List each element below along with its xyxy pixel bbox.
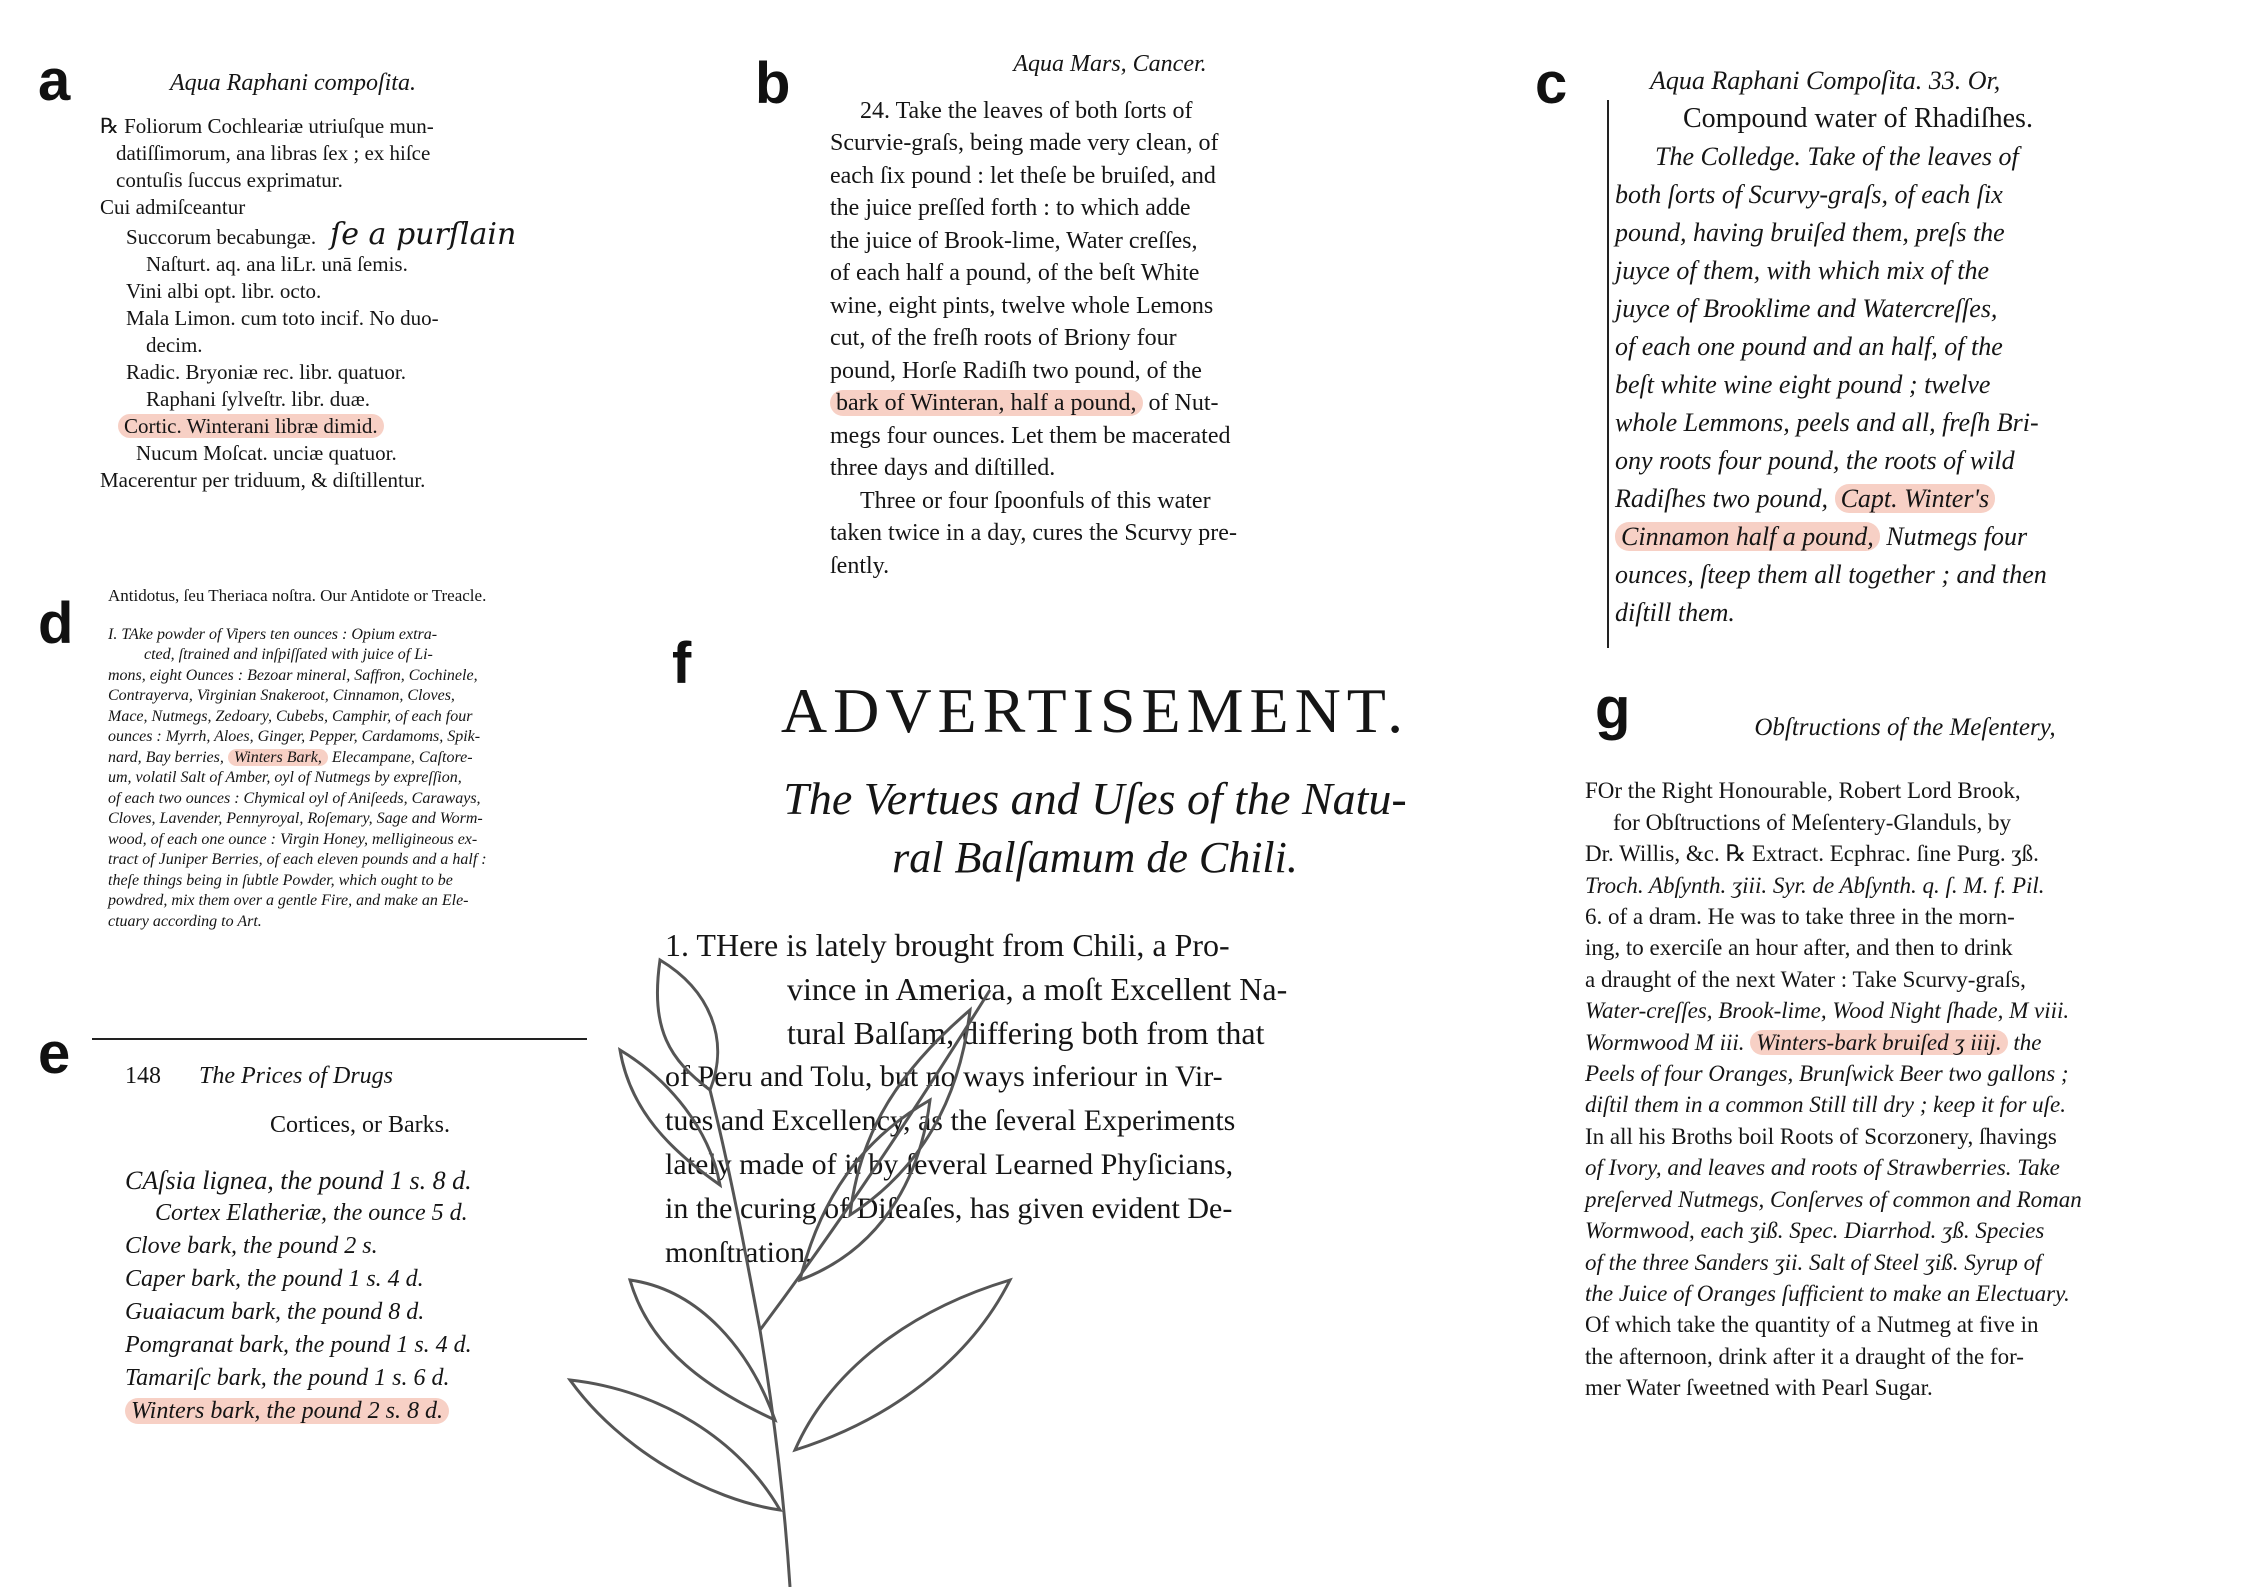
excerpt-c-line: beſt white wine eight pound ; twelve xyxy=(1615,370,1991,399)
excerpt-a-line: Nucum Moſcat. unciæ quatuor. xyxy=(136,441,397,465)
excerpt-b-line: 24. Take the leaves of both ſorts of xyxy=(860,97,1193,124)
excerpt-f-line: tural Balſam, differing both from that xyxy=(787,1015,1265,1051)
excerpt-b-line: cut, of the freſh roots of Briony four xyxy=(830,325,1177,351)
excerpt-d-line: um, volatil Salt of Amber, oyl of Nutmegs by expreſſion, xyxy=(108,769,462,786)
excerpt-a-line: Naſturt. aq. ana liLr. unā ſemis. xyxy=(146,252,408,276)
price-row: Pomgranat bark, the pound 1 s. 4 d. xyxy=(125,1332,472,1358)
excerpt-a-line: Vini albi opt. libr. octo. xyxy=(126,279,322,303)
excerpt-g-line: Water-creſſes, Brook-lime, Wood Night ſhade, M viii. xyxy=(1585,998,2070,1024)
excerpt-a-line: ℞ Foliorum Cochleariæ utriuſque mun- xyxy=(100,114,434,138)
excerpt-g-line: In all his Broths boil Roots of Scorzonery, ſhavings xyxy=(1585,1123,2057,1149)
excerpt-c-line-tail: Nutmegs four xyxy=(1879,522,2028,551)
highlight-winters-cinnamon: Capt. Winter's xyxy=(1835,484,1996,513)
price-row: Cortex Elatheriæ, the ounce 5 d. xyxy=(155,1200,468,1226)
excerpt-g-line: of Ivory, and leaves and roots of Strawberries. Take xyxy=(1585,1155,2060,1181)
excerpt-g-line: FOr the Right Honourable, Robert Lord Brook, xyxy=(1585,778,2021,804)
excerpt-c-line: The Colledge. Take of the leaves of xyxy=(1655,142,2019,171)
excerpt-g-line: for Obſtructions of Meſentery-Glanduls, by xyxy=(1613,809,2011,835)
excerpt-c-title: Aqua Raphani Compoſita. 33. Or, xyxy=(1650,66,2001,95)
price-row: Tamariſc bark, the pound 1 s. 6 d. xyxy=(125,1365,450,1391)
excerpt-f-subtitle: ral Balſamum de Chili. xyxy=(892,833,1298,882)
highlight-winters-bark: Winters Bark, xyxy=(228,749,328,766)
excerpt-b-line: each ſix pound : let theſe be bruiſed, and xyxy=(830,162,1216,189)
excerpt-b-line: pound, Horſe Radiſh two pound, of the xyxy=(830,357,1202,384)
highlight-winters-cinnamon-2: Cinnamon half a pound, xyxy=(1615,522,1880,551)
excerpt-b-line-tail: of Nut- xyxy=(1142,390,1219,416)
excerpt-f-line: 1. THere is lately brought from Chili, a Pro- xyxy=(665,927,1230,963)
panel-label-f: f xyxy=(672,631,692,696)
excerpt-f-line: monſtration. xyxy=(665,1236,813,1269)
excerpt-c-line: ony roots four pound, the roots of wild xyxy=(1615,446,2015,475)
excerpt-b-line: wine, eight pints, twelve whole Lemons xyxy=(830,292,1214,319)
excerpt-f-title: ADVERTISEMENT. xyxy=(780,675,1410,746)
excerpt-d-title: Antidotus, ſeu Theriaca noſtra. Our Antidote or Treacle. xyxy=(108,586,487,605)
price-row: Guaiacum bark, the pound 8 d. xyxy=(125,1299,425,1325)
highlight-winters-bark: Winters bark, the pound 2 s. 8 d. xyxy=(125,1398,449,1424)
excerpt-e-title: The Prices of Drugs xyxy=(199,1063,393,1089)
excerpt-g-line: of the three Sanders ʒii. Salt of Steel ʒiß. Syrup of xyxy=(1585,1249,2042,1275)
excerpt-d-line-head: nard, Bay berries, xyxy=(108,748,228,766)
excerpt-b xyxy=(830,48,1390,582)
excerpt-c-line: both ſorts of Scurvy-graſs, of each ſix xyxy=(1615,180,2003,209)
excerpt-a-line: decim. xyxy=(146,333,203,357)
excerpt-d-line: Mace, Nutmegs, Zedoary, Cubebs, Camphir, of each four xyxy=(108,707,473,725)
excerpt-a-line: Macerentur per triduum, & diſtillentur. xyxy=(100,468,426,492)
excerpt-b-line: three days and diſtilled. xyxy=(830,455,1056,481)
excerpt-g-line: diſtil them in a common Still till dry ; keep it for uſe. xyxy=(1585,1092,2067,1118)
excerpt-g-line: Troch. Abſynth. ʒiii. Syr. de Abſynth. q. ſ. M. f. Pil. xyxy=(1585,872,2045,898)
excerpt-b-line: ſently. xyxy=(830,552,890,579)
price-row: Clove bark, the pound 2 s. xyxy=(125,1233,378,1259)
excerpt-c-line: Radiſhes two pound, xyxy=(1615,484,1829,513)
excerpt-f-line: tues and Excellency, as the ſeveral Experiments xyxy=(665,1104,1236,1137)
excerpt-d-line: Cloves, Lavender, Pennyroyal, Roſemary, Sage and Worm- xyxy=(108,810,483,827)
excerpt-d-line: I. TAke powder of Vipers ten ounces : Opium extra- xyxy=(108,625,438,643)
excerpt-a-line: contuſis ſuccus exprimatur. xyxy=(116,168,343,192)
excerpt-c-line: juyce of Brooklime and Watercreſſes, xyxy=(1615,294,1998,323)
panel-label-b: b xyxy=(755,51,791,116)
excerpt-e xyxy=(125,1060,595,1428)
excerpt-d-line: mons, eight Ounces : Bezoar mineral, Saffron, Cochinele, xyxy=(108,666,478,684)
excerpt-g-line-tail: the xyxy=(2007,1029,2042,1055)
excerpt-g-line-head: Wormwood M iii. xyxy=(1585,1029,1751,1055)
excerpt-f-line: lately made of it by ſeveral Learned Phyſicians, xyxy=(665,1148,1234,1181)
excerpt-c-line: juyce of them, with which mix of the xyxy=(1615,256,1990,285)
excerpt-d-line: Contrayerva, Virginian Snakeroot, Cinnamon, Cloves, xyxy=(108,687,455,704)
panel-label-e: e xyxy=(38,1021,71,1086)
excerpt-c-line: pound, having bruiſed them, preſs the xyxy=(1615,218,2005,247)
leafy-sprig-icon xyxy=(560,950,1160,1587)
excerpt-g-line: preſerved Nutmegs, Conſerves of common and Roman xyxy=(1585,1186,2082,1212)
excerpt-b-line: taken twice in a day, cures the Scurvy pre- xyxy=(830,520,1237,546)
excerpt-g-line: the afternoon, drink after it a draught of the for- xyxy=(1585,1343,2024,1369)
excerpt-a-line: Raphani ſylveſtr. libr. duæ. xyxy=(146,387,370,411)
excerpt-d-line-tail: Elecampane, Caſtore- xyxy=(327,748,473,766)
excerpt-b-title: Aqua Mars, Cancer. xyxy=(1013,51,1207,77)
excerpt-a-line-text: Succorum becabungæ. xyxy=(126,225,317,249)
panel-label-g: g xyxy=(1595,676,1631,741)
excerpt-d-line: ctuary according to Art. xyxy=(108,912,262,930)
excerpt-d-line: tract of Juniper Berries, of each eleven pounds and a half : xyxy=(108,851,487,868)
excerpt-g-line: 6. of a dram. He was to take three in the morn- xyxy=(1585,904,2015,930)
excerpt-d-line: cted, ſtrained and inſpiſſated with juice of Li- xyxy=(144,646,433,663)
excerpt-f-line: vince in America, a moſt Excellent Na- xyxy=(787,971,1288,1007)
excerpt-d xyxy=(108,586,628,932)
excerpt-d-line: powdred, mix them over a gentle Fire, and make an Ele- xyxy=(108,892,469,909)
excerpt-a-line: Radic. Bryoniæ rec. libr. quatuor. xyxy=(126,360,406,384)
page-number: 148 xyxy=(125,1063,161,1089)
panel-label-d: d xyxy=(38,591,74,656)
highlight-winters-bark: bark of Winteran, half a pound, xyxy=(830,390,1143,416)
excerpt-c xyxy=(1615,62,2215,632)
excerpt-c-line: diſtill them. xyxy=(1615,598,1735,627)
excerpt-g-title: Obſtructions of the Meſentery, xyxy=(1754,714,2056,741)
margin-rule xyxy=(1607,100,1609,648)
excerpt-c-subtitle: Compound water of Rhadiſhes. xyxy=(1683,103,2033,134)
excerpt-c-line: whole Lemmons, peels and all, freſh Bri- xyxy=(1615,408,2039,437)
excerpt-g-line: Dr. Willis, &c. ℞ Extract. Ecphrac. ſine Purg. ʒß. xyxy=(1585,841,2039,867)
excerpt-f-subtitle: The Vertues and Uſes of the Natu- xyxy=(783,773,1407,824)
excerpt-a-line: Mala Limon. cum toto incif. No duo- xyxy=(126,306,439,330)
price-row: CAſsia lignea, the pound 1 s. 8 d. xyxy=(125,1166,472,1195)
excerpt-g xyxy=(1585,712,2225,1404)
header-rule xyxy=(92,1038,587,1040)
excerpt-b-line: the juice of Brook-lime, Water creſſes, xyxy=(830,227,1198,254)
excerpt-f-line: in the curing of Diſeaſes, has given evident De- xyxy=(665,1192,1233,1225)
excerpt-c-line: ounces, ſteep them all together ; and then xyxy=(1615,560,2047,589)
excerpt-a-title: Aqua Raphani compoſita. xyxy=(170,70,416,96)
excerpt-g-line: a draught of the next Water : Take Scurvy-graſs, xyxy=(1585,966,2026,992)
price-row: Caper bark, the pound 1 s. 4 d. xyxy=(125,1266,424,1292)
handwritten-annotation: ſe a purſlain xyxy=(330,217,517,252)
excerpt-g-line: Wormwood, each ʒiß. Spec. Diarrhod. ʒß. Species xyxy=(1585,1218,2045,1244)
excerpt-e-subtitle: Cortices, or Barks. xyxy=(270,1112,450,1138)
excerpt-d-line: of each two ounces : Chymical oyl of Aniſeeds, Caraways, xyxy=(108,789,481,807)
excerpt-g-line: ing, to exerciſe an hour after, and then to drink xyxy=(1585,935,2013,961)
excerpt-b-line: megs four ounces. Let them be macerated xyxy=(830,422,1231,449)
highlight-winters-bark: Cortic. Winterani libræ dimid. xyxy=(118,414,384,438)
excerpt-f-line: of Peru and Tolu, but no ways inferiour in Vir- xyxy=(665,1060,1223,1093)
excerpt-d-line: theſe things being in ſubtle Powder, which ought to be xyxy=(108,871,453,889)
excerpt-a xyxy=(100,70,660,494)
excerpt-a-line: datiſſimorum, ana libras ſex ; ex hiſce xyxy=(116,141,431,165)
excerpt-b-line: Scurvie-graſs, being made very clean, of xyxy=(830,130,1219,156)
excerpt-g-line: Of which take the quantity of a Nutmeg at five in xyxy=(1585,1312,2039,1338)
excerpt-g-line: mer Water ſweetned with Pearl Sugar. xyxy=(1585,1375,1933,1401)
excerpt-a-line xyxy=(100,217,660,252)
excerpt-g-line: the Juice of Oranges ſufficient to make an Electuary. xyxy=(1585,1280,2070,1306)
excerpt-b-line: the juice preſſed forth : to which adde xyxy=(830,195,1191,221)
excerpt-c-line: of each one pound and an half, of the xyxy=(1615,332,2003,361)
excerpt-d-line: wood, of each one ounce : Virgin Honey, melligineous ex- xyxy=(108,830,478,848)
panel-label-c: c xyxy=(1535,51,1568,116)
panel-label-a: a xyxy=(38,48,71,113)
excerpt-b-line: Three or four ſpoonfuls of this water xyxy=(860,487,1211,514)
highlight-winters-bark: Winters-bark bruiſed ʒ iiij. xyxy=(1750,1030,2007,1055)
excerpt-d-line: ounces : Myrrh, Aloes, Ginger, Pepper, Cardamoms, Spik- xyxy=(108,728,481,745)
excerpt-a-line: Cui admiſceantur xyxy=(100,195,246,219)
excerpt-g-line: Peels of four Oranges, Brunſwick Beer two gallons ; xyxy=(1585,1061,2069,1087)
excerpt-b-line: of each half a pound, of the beſt White xyxy=(830,260,1200,286)
